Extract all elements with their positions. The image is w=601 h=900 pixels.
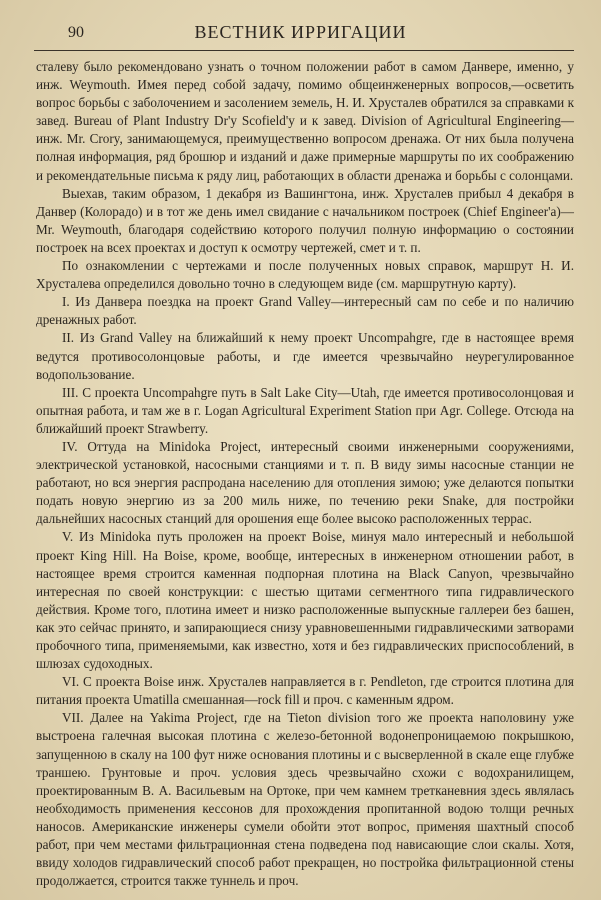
header-rule (34, 50, 574, 51)
page-header (0, 22, 601, 48)
article-body (36, 58, 574, 890)
paragraph-departure: Выехав, таким образом, 1 декабря из Вашингтона, инж. Хрусталев прибыл 4 декабря в Данвер (Колорадо) и в тот же день имел свидание с начальником построек (Chief Engineer'а)—Mr. Weymouth, благодаря содействию которого получил полную информацию о состоянии построек на всех проектах и доступ к осмотру чертежей, смет и т. п. (36, 185, 574, 255)
paragraph-route: По ознакомлении с чертежами и после полученных новых справок, маршрут Н. И. Хрусталева определился довольно точно в следующем виде (см. маршрутную карту). (36, 258, 574, 292)
journal-title: ВЕСТНИК ИРРИГАЦИИ (194, 22, 407, 42)
paragraph-item-3: III. С проекта Uncompahgre путь в Salt Lake City—Utah, где имеется противосолонцовая и опытная работа, и там же в г. Logan Agricultural Experiment Station при Agr. College. Отсюда на ближайший проект Strawberry. (36, 384, 574, 436)
paragraph-item-6: VI. С проекта Boise инж. Хрусталев направляется в г. Pendleton, где строится плотина для питания проекта Umatilla смешанная—rock fill и проч. с каменным ядром. (36, 674, 574, 708)
paragraph-continuation: сталеву было рекомендовано узнать о точном положении работ в самом Данвере, именно, у инж. Weymouth. Имея перед собой задачу, помимо общеинженерных вопросов,—осветить вопрос борьбы с заболочением и засолением земель, Н. И. Хрусталев обратился за справками к завед. Bureau of Plant Industry Dr'y Scofield'у и к завед. Division of Agricultural Engineering—инж. Mr. Crory, занимающемуся, преимущественно вопросом дренажа. От них была получена полная информация, ряд брошюр и изданий и даже примерные маршруты по их соображению и рекомендательные письма к ряду лиц, работающих в области дренажа и борьбы с солонцами. (36, 59, 574, 183)
page-number: 90 (68, 24, 84, 41)
paragraph-item-4: IV. Оттуда на Minidoka Project, интересный своими инженерными сооружениями, электрической установкой, насосными станциями и т. п. В виду зимы насосные станции не работают, но вся энергия распродана населению для отопления зимою; уже делаются попытки подать новую энергию из за 200 миль ниже, по течению реки Snake, для постройки дальнейших насосных станций для орошения еще более высоко расположенных террас. (36, 438, 574, 527)
paragraph-item-1: I. Из Данвера поездка на проект Grand Valley—интересный сам по себе и по наличию дренажных работ. (36, 294, 574, 328)
paragraph-item-7: VII. Далее на Yakima Project, где на Tieton division того же проекта наполовину уже выстроена галечная высокая плотина с железо-бетонной водонепроницаемою покрышкою, запущенною в скалу на 100 фут ниже основания плотины и с выcверленной в скале еще глубже траншею. Грунтовые и проч. условия здесь чрезвычайно схожи с водохранилищем, проектированным В. А. Васильевым на Ортоке, при чем камнем третканевния здесь являлась необходимость применения кессонов для прохождения пропитанной водою толщи речных наносов. Американские инженеры сумели обойти этот вопрос, применяя шахтный способ работ, при чем местами фильтрационная стена подведена под нависающие слои скалы. Хотя, ввиду холодов гидравлический способ работ прекращен, но постройка фильтрационной стены продолжается, строится также туннель и проч. (36, 710, 574, 889)
paragraph-item-5: V. Из Minidoka путь проложен на проект Boise, минуя мало интересный и небольшой проект King Hill. На Boise, кроме, вообще, интересных в инженерном отношении работ, в настоящее время строится каменная подпорная плотина на Black Canyon, чрезвычайно интересная по своей конструкции: с шестью щитами сегментного типа гидравлического действия. Кроме того, плотина имеет и низко расположенные выпускные галлереи без башен, как это сейчас принято, и запирающиеся снизу уравновешенными гидравлическими затворами пробочного типа, применяемыми, как известно, хотя и без гидравлических приспособлений, в шлюзах судоходных. (36, 529, 574, 672)
paragraph-item-2: II. Из Grand Valley на ближайший к нему проект Uncompahgre, где в настоящее время ведутся противосолонцовые работы, и где имеется чрезвычайно неурегулированное водопользование. (36, 330, 574, 382)
